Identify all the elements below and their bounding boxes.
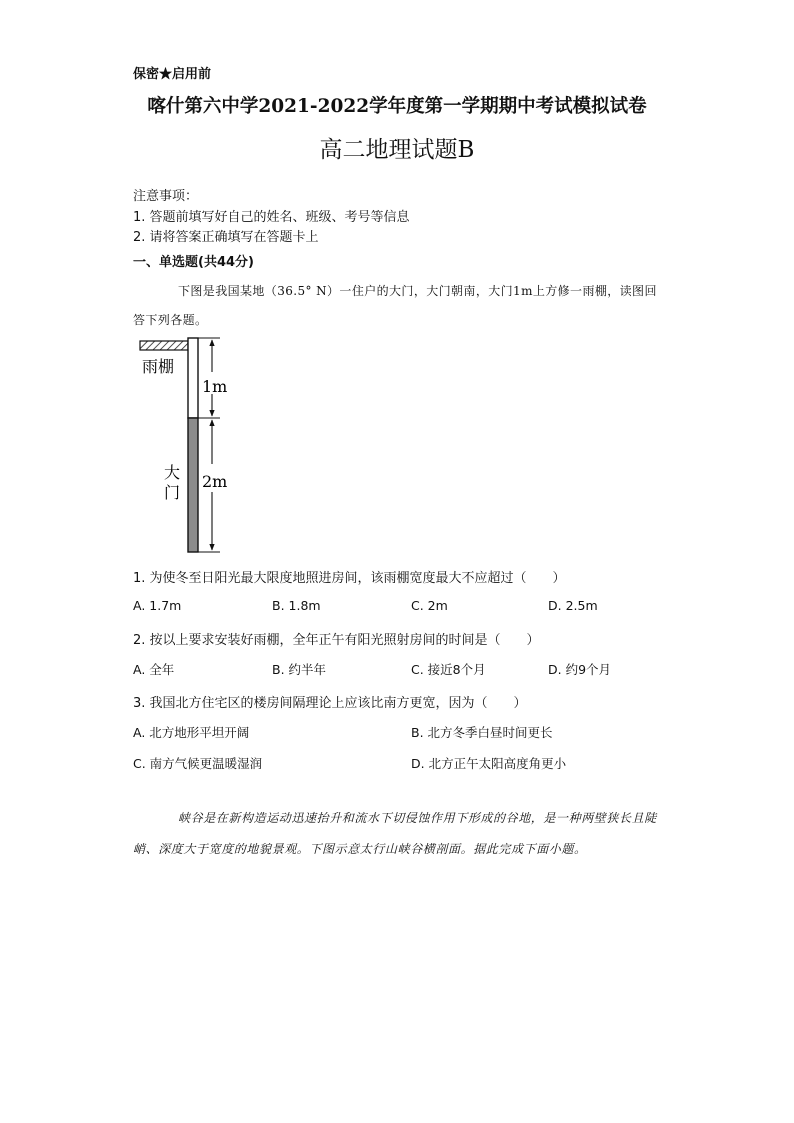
paper-title: 高二地理试题B xyxy=(319,137,475,163)
question-1-option-b[interactable]: B. 1.8m xyxy=(272,598,321,613)
question-1-option-a[interactable]: A. 1.7m xyxy=(133,598,182,613)
notes-item: 2. 请将答案正确填写在答题卡上 xyxy=(133,230,319,245)
question-3-stem: 3. 我国北方住宅区的楼房间隔理论上应该比南方更宽，因为（ ） xyxy=(133,696,527,711)
question-group-intro-2: 峡谷是在新构造运动迅速抬升和流水下切侵蚀作用下形成的谷地，是一种两壁狭长且陡峭、深度大于宽度的地貌景观。下图示意太行山峡谷横剖面。据此完成下面小题。 xyxy=(133,811,657,856)
notes-item: 1. 答题前填写好自己的姓名、班级、考号等信息 xyxy=(133,209,410,225)
exam-title: 喀什第六中学2021-2022学年度第一学期期中考试模拟试卷 xyxy=(147,96,647,117)
notes-heading: 注意事项： xyxy=(133,189,199,204)
confidential-label: 保密★启用前 xyxy=(133,67,212,82)
question-1-stem: 1. 为使冬至日阳光最大限度地照进房间，该雨棚宽度最大不应超过（ ） xyxy=(133,571,566,586)
question-2-option-c[interactable]: C. 接近8个月 xyxy=(411,662,486,677)
dimension-2m: 2m xyxy=(202,472,228,491)
question-1-option-d[interactable]: D. 2.5m xyxy=(548,598,598,613)
question-3-option-d[interactable]: D. 北方正午太阳高度角更小 xyxy=(411,756,567,771)
question-2-stem: 2. 按以上要求安装好雨棚，全年正午有阳光照射房间的时间是（ ） xyxy=(133,633,540,648)
question-3-option-c[interactable]: C. 南方气候更温暖湿润 xyxy=(133,756,263,771)
dimension-1m: 1m xyxy=(202,377,228,396)
wall-above-gate xyxy=(188,338,198,418)
gate-label: 大门 xyxy=(164,463,181,502)
question-1-option-c[interactable]: C. 2m xyxy=(411,598,448,613)
section-heading: 一、单选题(共44分) xyxy=(133,255,254,270)
question-3-option-a[interactable]: A. 北方地形平坦开阔 xyxy=(133,725,250,740)
question-group-intro: 下图是我国某地（36.5° N）一住户的大门，大门朝南，大门1m上方修一雨棚，读图回答下列各题。 xyxy=(133,284,657,327)
question-2-option-b[interactable]: B. 约半年 xyxy=(272,662,327,677)
question-2-option-a[interactable]: A. 全年 xyxy=(133,662,175,677)
gate-shape xyxy=(188,418,198,552)
canopy-gate-figure xyxy=(138,336,248,556)
notes-block xyxy=(133,187,410,249)
question-3-option-b[interactable]: B. 北方冬季白昼时间更长 xyxy=(411,725,553,740)
question-2-option-d[interactable]: D. 约9个月 xyxy=(548,662,612,677)
canopy-label: 雨棚 xyxy=(142,357,175,376)
canopy-shape xyxy=(140,341,188,350)
